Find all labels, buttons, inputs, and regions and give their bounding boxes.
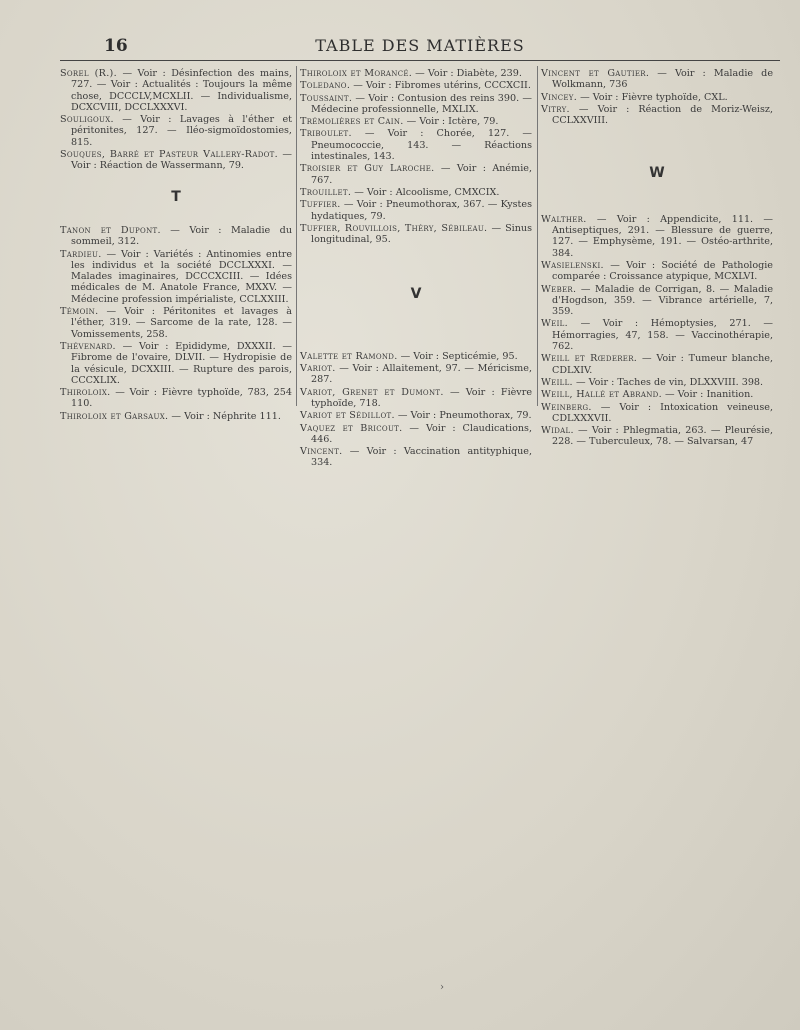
- entry-references: — Voir : Variétés : Antinomies entre les individus et la société DCCLXXXI. — Malades imaginaires, DCCCXCIII. — Idées médicales de M. Anatole France, MXXV. — Médecine profession impérialiste, CCLXXIII.: [71, 248, 292, 305]
- index-entry: [541, 260, 773, 283]
- entry-references: — Voir : Contusion des reins 390. — Médecine professionnelle, MXLIX.: [311, 92, 532, 115]
- index-entry: [300, 446, 532, 469]
- entry-author: Thiroloix et Morancé.: [300, 68, 413, 79]
- index-entry: [300, 351, 532, 362]
- index-entry: [300, 116, 532, 127]
- entry-references: — Voir : Inanition.: [661, 389, 754, 401]
- entry-references: — Voir : Fièvre typhoïde, CXL.: [577, 91, 728, 103]
- entry-author: Weill et Rœderer.: [541, 353, 638, 365]
- entry-references: — Voir : Appendicite, 111. — Antiseptiques, 291. — Blessure de guerre, 127. — Emphysème, 191. — Ostéo-arthrite, 384.: [552, 213, 773, 259]
- index-entry: [60, 114, 292, 148]
- entry-references: — Voir : Allaitement, 97. — Méricisme, 287.: [311, 363, 532, 386]
- entry-author: Weill, Hallé et Abrand.: [541, 389, 662, 401]
- entry-author: Trouillet.: [300, 186, 352, 198]
- index-entry: [300, 199, 532, 222]
- entry-references: — Voir : Maladie du sommeil, 312.: [71, 224, 292, 248]
- index-entry: [60, 341, 292, 386]
- entry-references: — Voir : Ictère, 79.: [403, 116, 499, 128]
- index-entry: [60, 68, 292, 113]
- entry-author: Walther.: [541, 213, 587, 225]
- index-entry: [60, 306, 292, 340]
- entry-author: Tuffier.: [300, 199, 341, 211]
- entry-author: Weil.: [541, 318, 568, 330]
- entry-author: Souligoux.: [60, 114, 114, 126]
- index-entry: [300, 80, 532, 91]
- entry-references: — Maladie de Corrigan, 8. — Maladie d'Hogdson, 359. — Vibrance artérielle, 7, 359.: [552, 283, 773, 318]
- index-entry: [300, 187, 532, 198]
- entry-author: Souques, Barré et Pasteur Vallery-Radot.: [60, 149, 278, 161]
- entry-references: — Voir : Pneumothorax, 367. — Kystes hydatiques, 79.: [311, 199, 532, 222]
- index-entry: [300, 387, 532, 410]
- section-letter-t: T: [171, 188, 181, 205]
- index-entry: [300, 410, 532, 421]
- entry-author: Vincent et Gautier.: [541, 68, 650, 79]
- entry-author: Vaquez et Bricout.: [300, 422, 403, 434]
- index-entry: [300, 93, 532, 116]
- index-entry: [300, 423, 532, 446]
- entry-references: — Voir : Taches de vin, DLXXVIII. 398.: [572, 376, 764, 388]
- entry-references: — Voir : Vaccination antityphique, 334.: [311, 446, 532, 469]
- entry-author: Variot, Grenet et Dumont.: [300, 386, 444, 398]
- entry-author: Vincent.: [300, 446, 343, 458]
- index-entry: [541, 377, 773, 388]
- entry-references: — Sinus longitudinal, 95.: [311, 222, 532, 246]
- entry-references: — Voir : Réaction de Wassermann, 79.: [71, 149, 292, 172]
- page-header: [60, 34, 780, 61]
- entry-references: — Voir : Société de Pathologie comparée : Croissance atypique, MCXLVI.: [552, 259, 773, 283]
- entry-author: Variot et Sédillot.: [300, 410, 395, 422]
- index-entry: [541, 402, 773, 425]
- entry-references: — Voir : Diabète, 239.: [412, 68, 522, 79]
- entry-author: Thévenard.: [60, 340, 116, 352]
- entry-author: Valette et Ramond.: [300, 350, 398, 362]
- entry-author: Tardieu.: [60, 248, 102, 260]
- entry-references: — Voir : Anémie, 767.: [311, 163, 532, 186]
- entry-author: Weinberg.: [541, 401, 592, 413]
- entry-author: Wasielenski.: [541, 259, 604, 271]
- entry-references: — Voir : Epididyme, DXXXII. — Fibrome de l'ovaire, DLVII. — Hydropisie de la vésicule, DCXXIII. — Rupture des parois, CCCXLIX.: [71, 340, 292, 386]
- index-column-2: [300, 68, 532, 470]
- entry-references: — Voir : Septicémie, 95.: [397, 350, 518, 362]
- entry-references: — Voir : Péritonites et lavages à l'éther, 319. — Sarcome de la rate, 128. — Vomissements, 258.: [71, 306, 292, 340]
- entry-author: Widal.: [541, 425, 574, 437]
- index-column-1: [60, 68, 292, 423]
- entry-author: Troisier et Guy Laroche.: [300, 163, 435, 175]
- entry-author: Triboulet.: [300, 128, 352, 140]
- section-letter-w: W: [649, 165, 665, 182]
- entry-references: — Voir : Réaction de Moriz-Weisz, CCLXXVIII.: [552, 103, 773, 127]
- entry-references: — Voir : Tumeur blanche, CDLXIV.: [552, 353, 773, 376]
- index-entry: [541, 68, 773, 91]
- entry-references: — Voir : Fièvre typhoïde, 783, 254 110.: [71, 387, 292, 410]
- entry-references: — Voir : Hémoptysies, 271. — Hémorragies, 47, 158. — Vaccinothérapie, 762.: [552, 318, 773, 353]
- index-entry: [300, 223, 532, 246]
- entry-author: Tuffier, Rouvillois, Théry, Sébileau.: [300, 222, 488, 234]
- index-entry: [60, 249, 292, 305]
- index-entry: [300, 128, 532, 162]
- column-divider: [296, 66, 297, 406]
- entry-references: — Voir : Désinfection des mains, 727. — Voir : Actualités : Toujours la même chose, DCCCLV,MCXLII. — Individualisme, DCXCVIII, DCCLXXXVI.: [71, 68, 293, 113]
- index-entry: [300, 363, 532, 386]
- entry-author: Thiroloix et Garsaux.: [60, 410, 169, 422]
- footer-mark: ›: [440, 982, 444, 993]
- index-entry: [541, 353, 773, 376]
- index-entry: [300, 68, 532, 79]
- entry-references: — Voir : Chorée, 127. — Pneumococcie, 143. — Réactions intestinales, 143.: [311, 128, 532, 163]
- entry-references: — Voir : Lavages à l'éther et péritonites, 127. — Iléo-sigmoïdostomies, 815.: [71, 114, 292, 148]
- entry-author: Weber.: [541, 283, 577, 295]
- entry-author: Toussaint.: [300, 92, 353, 104]
- page-number: 16: [104, 36, 128, 56]
- index-entry: [541, 318, 773, 352]
- entry-references: — Voir : Maladie de Wolkmann, 736: [552, 68, 773, 91]
- index-entry: [60, 411, 292, 422]
- index-entry: [541, 284, 773, 318]
- index-column-3: [541, 68, 773, 449]
- entry-references: — Voir : Pneumothorax, 79.: [394, 410, 532, 422]
- entry-references: — Voir : Fibromes utérins, CCCXCII.: [350, 80, 531, 92]
- section-letter-v: V: [410, 286, 422, 303]
- column-divider: [537, 66, 538, 406]
- entry-references: — Voir : Phlegmatia, 263. — Pleurésie, 228. — Tuberculeux, 78. — Salvarsan, 47: [552, 425, 773, 448]
- entry-author: Variot.: [300, 363, 336, 375]
- entry-author: Vitry.: [541, 103, 570, 115]
- index-entry: [300, 163, 532, 186]
- index-entry: [541, 425, 773, 448]
- entry-author: Trémolières et Cain.: [300, 116, 404, 128]
- running-title: TABLE DES MATIÈRES: [315, 36, 525, 55]
- index-entry: [60, 149, 292, 172]
- entry-references: — Voir : Fièvre typhoïde, 718.: [311, 386, 532, 409]
- entry-author: Thiroloix.: [60, 387, 111, 399]
- entry-references: — Voir : Alcoolisme, CMXCIX.: [351, 186, 500, 198]
- entry-author: Weill.: [541, 376, 573, 388]
- entry-author: Toledano.: [300, 80, 351, 92]
- entry-author: Tanon et Dupont.: [60, 224, 161, 236]
- entry-references: — Voir : Néphrite 111.: [168, 410, 281, 422]
- index-entry: [60, 387, 292, 410]
- index-entry: [541, 389, 773, 400]
- index-entry: [60, 225, 292, 248]
- entry-author: Vincey.: [541, 91, 578, 103]
- entry-author: Témoin.: [60, 306, 99, 318]
- index-entry: [541, 214, 773, 259]
- entry-references: — Voir : Claudications, 446.: [311, 422, 533, 445]
- index-entry: [541, 92, 773, 103]
- index-entry: [541, 104, 773, 127]
- entry-author: Sorel (R.).: [60, 68, 117, 79]
- entry-references: — Voir : Intoxication veineuse, CDLXXXVII.: [552, 401, 773, 424]
